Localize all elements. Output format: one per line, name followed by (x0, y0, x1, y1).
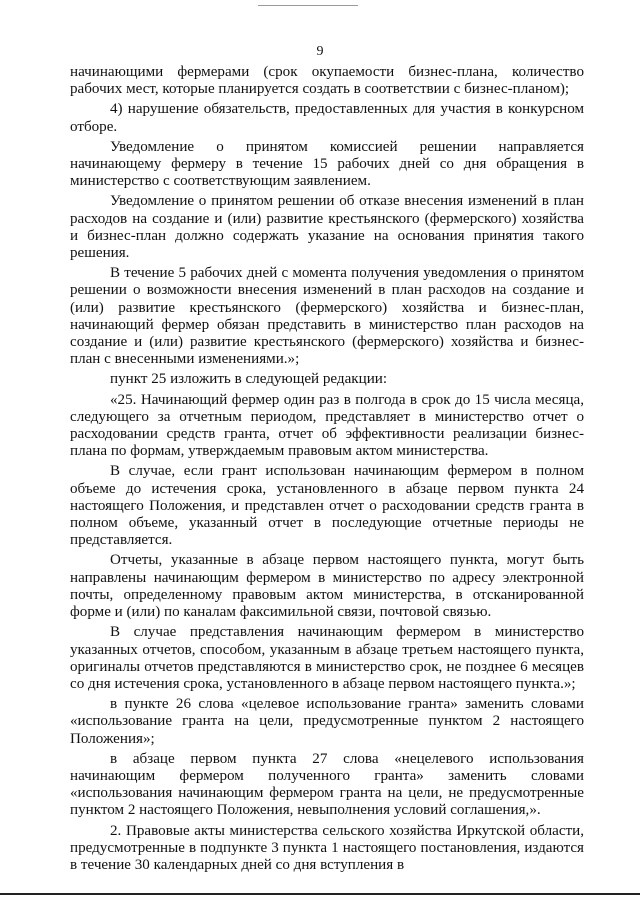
paragraph-clause-25: «25. Начинающий фермер один раз в полгода в срок до 15 числа месяца, следующего за отчетным периодом, представляет в министерство отчет о расходовании средств гранта, отчет об эффективности реализации бизнес-плана по формам, утверждаемым правовым актом министерства. (70, 391, 584, 460)
paragraph-item-4: 4) нарушение обязательств, предоставленных для участия в конкурсном отборе. (70, 101, 584, 135)
document-body (70, 64, 584, 877)
bottom-rule (0, 893, 640, 895)
paragraph-commission-notice: Уведомление о принятом комиссией решении направляется начинающему фермеру в течение 15 рабочих дней со дня обращения в министерство с соответствующим заявлением. (70, 138, 584, 190)
top-rule (258, 5, 358, 6)
paragraph-clause-25-intro: пункт 25 изложить в следующей редакции: (110, 371, 388, 388)
paragraph-originals: В случае представления начинающим фермером в министерство указанных отчетов, способом, указанным в абзаце третьем настоящего пункта, оригиналы отчетов представляются в министерство срок, не позднее 6 месяцев со дня истечения срока, установленного в абзаце первом настоящего пункта.»; (70, 624, 584, 692)
paragraph-refusal-notice: Уведомление о принятом решении об отказе внесения изменений в план расходов на создание и (или) развитие крестьянского (фермерского) хозяйства и бизнес-план должно содержать указание на основания принятия такого решения. (70, 193, 584, 262)
paragraph-section-2: 2. Правовые акты министерства сельского хозяйства Иркутской области, предусмотренные в подпункте 3 пункта 1 настоящего постановления, издаются в течение 30 календарных дней со дня вступления в (70, 822, 584, 873)
paragraph-clause-27: в абзаце первом пункта 27 слова «нецелевого использования начинающим фермером полученного гранта» заменить словами «использования начинающим фермером гранта на цели, не предусмотренные пунктом 2 настоящего Положения, невыполнения условий соглашения,». (70, 750, 584, 819)
paragraph-clause-26: в пункте 26 слова «целевое использование гранта» заменить словами «использование гранта на цели, предусмотренные пунктом 2 настоящего Положения»; (70, 696, 584, 747)
page-number: 9 (316, 44, 324, 59)
paragraph-grant-used: В случае, если грант использован начинающим фермером в полном объеме до истечения срока, установленного в абзаце первом пункта 24 настоящего Положения, и представлен отчет о расходовании средств гранта в полном объеме, указанный отчет в последующие отчетные периоды не представляется. (70, 463, 584, 549)
paragraph-reports-sent: Отчеты, указанные в абзаце первом настоящего пункта, могут быть направлены начинающим фермером в министерство по адресу электронной почты, определенному правовым актом министерства, в отсканированной форме и (или) по каналам факсимильной связи, почтовой связью. (70, 552, 584, 621)
paragraph-continuation: начинающими фермерами (срок окупаемости бизнес-плана, количество рабочих мест, которые планируется создать в соответствии с бизнес-планом); (70, 64, 584, 98)
paragraph-five-days: В течение 5 рабочих дней с момента получения уведомления о принятом решении о возможности внесения изменений в план расходов на создание и (или) развитие крестьянского (фермерского) хозяйства и бизнес-план, начинающий фермер обязан представить в министерство план расходов на создание и (или) развитие крестьянского (фермерского) хозяйства и бизнес-план с внесенными изменениями.»; (70, 265, 584, 368)
